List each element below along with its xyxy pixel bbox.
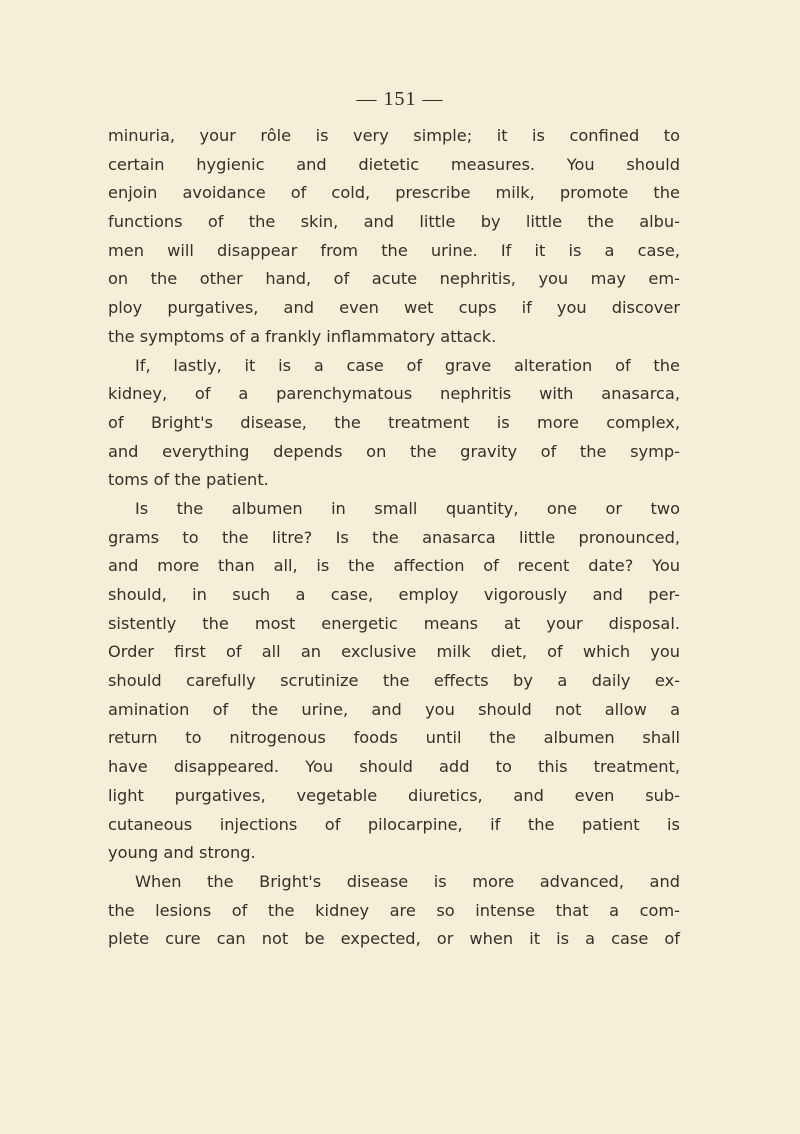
text-line: young and strong. <box>108 843 256 863</box>
text-line: have disappeared. You should add to this treatment, <box>108 757 680 777</box>
text-line: plete cure can not be expected, or when it is a case of <box>108 929 680 949</box>
text-line: Is the albumen in small quantity, one or two <box>135 498 680 518</box>
text-line: grams to the litre? Is the anasarca little pronounced, <box>108 527 680 547</box>
text-line: cutaneous injections of pilocarpine, if the patient is <box>108 814 680 834</box>
text-line: ploy purgatives, and even wet cups if you discover <box>108 298 680 318</box>
body-text <box>108 122 680 954</box>
text-line: and more than all, is the affection of recent date? You <box>108 556 680 576</box>
text-line: certain hygienic and dietetic measures. You should <box>108 154 680 174</box>
text-line: Order first of all an exclusive milk diet, of which you <box>108 642 680 662</box>
text-line: When the Bright's disease is more advanced, and <box>135 871 680 891</box>
text-line: should carefully scrutinize the effects by a daily ex- <box>108 671 680 691</box>
text-line: sistently the most energetic means at your disposal. <box>108 613 680 633</box>
text-line: on the other hand, of acute nephritis, you may em- <box>108 269 680 289</box>
text-line: light purgatives, vegetable diuretics, and even sub- <box>108 785 680 805</box>
text-line: minuria, your rôle is very simple; it is confined to <box>108 126 680 145</box>
text-line: and everything depends on the gravity of the symp- <box>108 441 680 461</box>
page-number: — 151 — <box>356 88 444 110</box>
text-line: the lesions of the kidney are so intense that a com- <box>108 900 680 920</box>
text-line: amination of the urine, and you should not allow a <box>108 699 680 719</box>
text-line: return to nitrogenous foods until the albumen shall <box>108 728 680 748</box>
text-line: the symptoms of a frankly inflammatory attack. <box>108 326 497 346</box>
text-line: men will disappear from the urine. If it is a case, <box>108 240 680 260</box>
text-line: enjoin avoidance of cold, prescribe milk, promote the <box>108 183 680 203</box>
text-line: If, lastly, it is a case of grave alteration of the <box>135 355 680 375</box>
text-line: kidney, of a parenchymatous nephritis with anasarca, <box>108 384 680 404</box>
text-line: toms of the patient. <box>108 470 269 490</box>
text-line: functions of the skin, and little by little the albu- <box>108 212 680 232</box>
text-line: should, in such a case, employ vigorously and per- <box>108 585 680 604</box>
text-line: of Bright's disease, the treatment is more complex, <box>108 412 680 432</box>
